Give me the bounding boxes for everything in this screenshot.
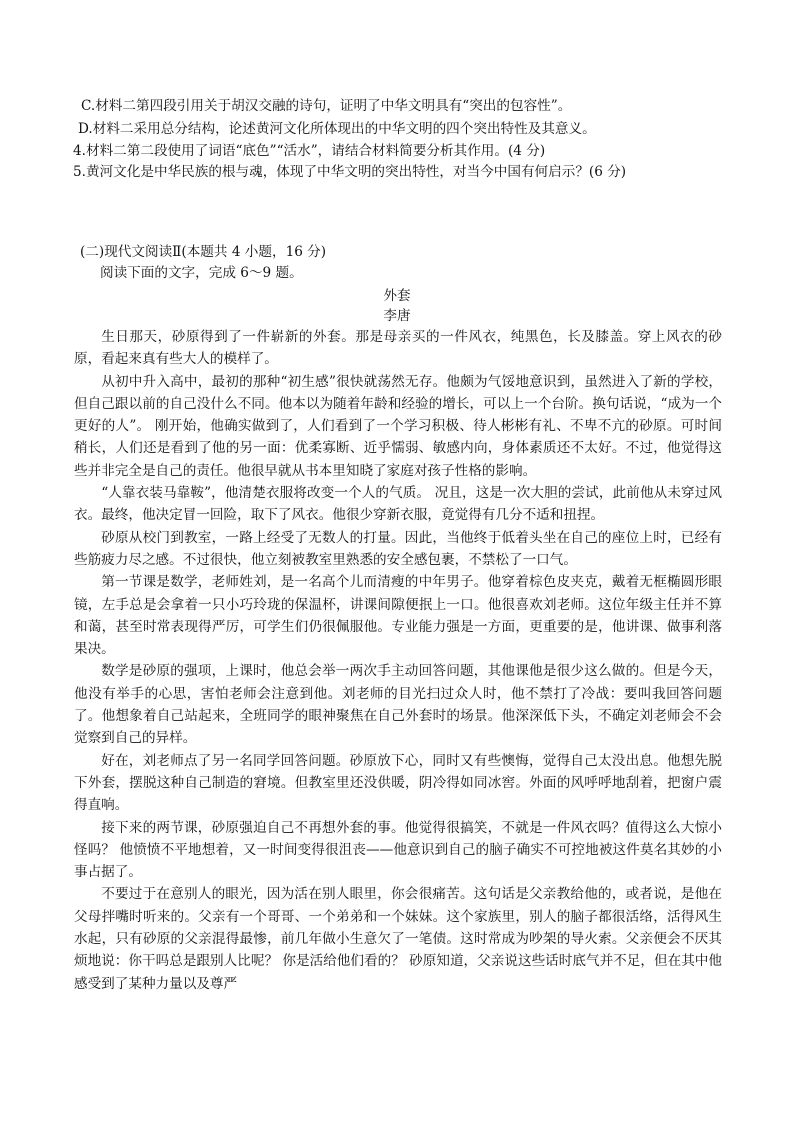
section-instruction: 阅读下面的文字，完成 6～9 题。 — [100, 265, 303, 281]
question-4: 4.材料二第二段使用了词语“底色”“活水”，请结合材料简要分析其作用。(4 分) — [73, 143, 546, 159]
question-5: 5.黄河文化是中华民族的根与魂，体现了中华文明的突出特性，对当今中国有何启示？(6 分) — [73, 164, 627, 180]
article-paragraph: 从初中升入高中，最初的那种“初生感”很快就荡然无存。他颇为气馁地意识到，虽然进入了新的学校，但自己跟以前的自己没什么不同。他本以为随着年龄和经验的增长，可以上一个台阶。换句话说，“成为一个更好的人”。 刚开始，他确实做到了，人们看到了一个学习积极、待人彬彬有礼、不卑不亢的砂原。可时间稍长，人们还是看到了他的另一面：优柔寡断、近乎懦弱、敏感内向，身体素质还不太好。不过，他觉得这些并非完全是自己的责任。他很早就从书本里知晓了家庭对孩子性格的影响。 — [74, 373, 722, 479]
article-paragraph: “人靠衣装马靠鞍”，他清楚衣服将改变一个人的气质。 况且，这是一次大胆的尝试，此前他从未穿过风衣。最终，他决定冒一回险，取下了风衣。他很少穿新衣服，竟觉得有几分不适和扭捏。 — [74, 485, 722, 524]
article-author: 李唐 — [383, 308, 411, 324]
article-paragraph: 数学是砂原的强项，上课时，他总会举一两次手主动回答问题，其他课他是很少这么做的。但是今天，他没有举手的心思，害怕老师会注意到他。刘老师的目光扫过众人时，他不禁打了冷战：要叫我回答问题了。他想象着自己站起来，全班同学的眼神聚焦在自己外套时的场景。他深深低下头，不确定刘老师会不会觉察到自己的异样。 — [74, 663, 722, 747]
section-heading: (二)现代文阅读Ⅱ(本题共 4 小题，16 分) — [80, 244, 327, 260]
question-option-c: C.材料二第四段引用关于胡汉交融的诗句，证明了中华文明具有“突出的包容性”。 — [81, 98, 572, 114]
article-paragraph: 生日那天，砂原得到了一件崭新的外套。那是母亲买的一件风衣，纯黑色，长及膝盖。穿上风衣的砂原，看起来真有些大人的模样了。 — [74, 329, 722, 368]
article-paragraph: 接下来的两节课，砂原强迫自己不再想外套的事。他觉得很搞笑，不就是一件风衣吗？值得这么大惊小怪吗？ 他愤愤不平地想着，又一时间变得很沮丧——他意识到自己的脑子确实不可控地被这件莫名其妙的小事占据了。 — [74, 819, 722, 881]
question-option-d: D.材料二采用总分结构，论述黄河文化所体现出的中华文明的四个突出特性及其意义。 — [78, 121, 596, 137]
article-paragraph: 第一节课是数学，老师姓刘，是一名高个儿而清瘦的中年男子。他穿着棕色皮夹克，戴着无框椭圆形眼镜，左手总是会拿着一只小巧玲珑的保温杯，讲课间隙便抿上一口。他很喜欢刘老师。这位年级主任并不算和蔼，甚至时常表现得严厉，可学生们仍很佩服他。专业能力强是一方面，更重要的是，他讲课、做事利落果决。 — [74, 574, 722, 658]
article-paragraph: 好在，刘老师点了另一名同学回答问题。砂原放下心，同时又有些懊悔，觉得自己太没出息。他想先脱下外套，摆脱这种自己制造的窘境。但教室里还没供暖，阴冷得如同冰窖。外面的风呼呼地刮着，把窗户震得直响。 — [74, 752, 722, 814]
article-body — [74, 326, 722, 995]
article-title: 外套 — [383, 288, 411, 304]
article-paragraph: 砂原从校门到教室，一路上经受了无数人的打量。因此，当他终于低着头坐在自己的座位上时，已经有些筋疲力尽之感。不过很快，他立刻被教室里熟悉的安全感包裹，不禁松了一口气。 — [74, 529, 722, 568]
article-paragraph: 不要过于在意别人的眼光，因为活在别人眼里，你会很痛苦。这句话是父亲教给他的，或者说，是他在父母拌嘴时听来的。父亲有一个哥哥、一个弟弟和一个妹妹。这个家族里，别人的脑子都很活络，活得风生水起，只有砂原的父亲混得最惨，前几年做小生意欠了一笔债。这时常成为吵架的导火索。父亲便会不厌其烦地说：你干吗总是跟别人比呢？ 你是活给他们看的？ 砂原知道，父亲说这些话时底气并不足，但在其中他感受到了某种力量以及尊严 — [74, 886, 722, 992]
